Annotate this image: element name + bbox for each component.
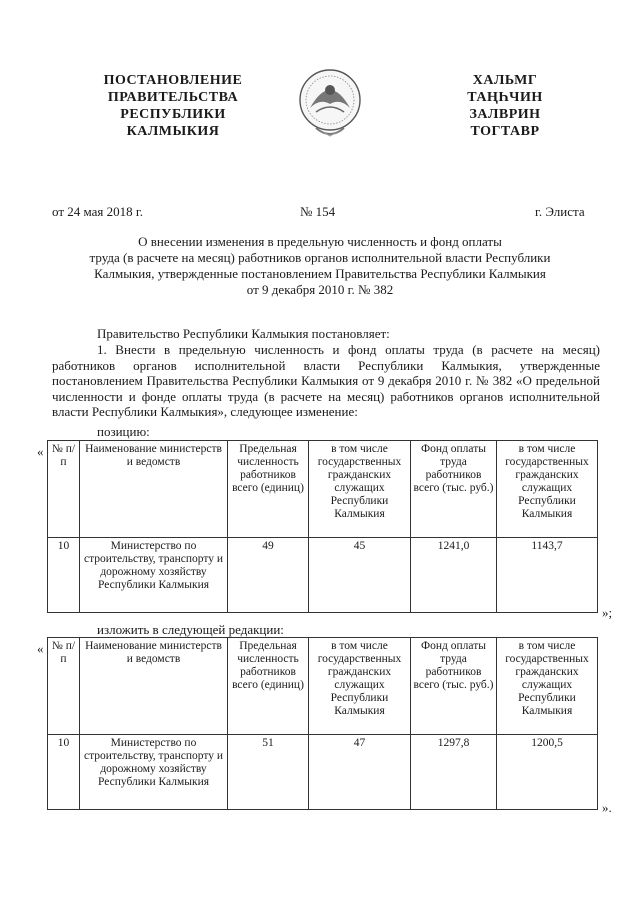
cell-name: Министерство по строительству, транспорту и дорожному хозяйству Республики Калмыкия [80,538,228,613]
quote-open: « [37,444,44,459]
header-civil-fund: в том числе государственных гражданских служащих Республики Калмыкия [497,441,598,538]
header-left [78,72,268,140]
cell-civil-fund: 1143,7 [497,538,598,613]
cell-limit: 49 [228,538,309,613]
cell-limit: 51 [228,735,309,810]
header-right-line: ТОГТАВР [470,124,540,139]
position-label: позицию: [97,424,150,439]
header-right-line: ЗАЛВРИН [469,107,541,122]
decree-line: Правительство Республики Калмыкия постановляет: [97,326,390,341]
coat-of-arms-emblem [296,64,364,144]
document-city: г. Элиста [535,204,585,219]
header-name: Наименование министерств и ведомств [80,638,228,735]
header-limit: Предельная численность работников всего (единиц) [228,638,309,735]
quote-close: »; [602,605,613,620]
header-left-line: ПОСТАНОВЛЕНИЕ [103,73,243,88]
title-line: Калмыкия, утвержденные постановлением Правительства Республики Калмыкия [94,266,546,281]
cell-num: 10 [48,538,80,613]
document-date: от 24 мая 2018 г. [52,204,144,219]
paragraph-1: 1. Внести в предельную численность и фонд оплаты труда (в расчете на месяц) работников органов исполнительной власти Республики Калмыкия, утвержденные постановлением Правительства Республики Калмыкия от 9 декабря 2010 г. № 382 «О предельной численности и фонде оплаты труда (в расчете на месяц) работников органов исполнительной власти Республики Калмыкия», следующее изменение: [52,342,600,419]
header-civil-count: в том числе государственных гражданских служащих Республики Калмыкия [309,638,411,735]
header-fund: Фонд оплаты труда работников всего (тыс. руб.) [411,638,497,735]
cell-civil-fund: 1200,5 [497,735,598,810]
header-num: № п/п [48,441,80,538]
quote-open: « [37,641,44,656]
cell-fund: 1241,0 [411,538,497,613]
title-line: труда (в расчете на месяц) работников органов исполнительной власти Республики [89,250,551,265]
cell-civil-count: 45 [309,538,411,613]
title-line: от 9 декабря 2010 г. № 382 [246,282,394,297]
header-left-line: КАЛМЫКИЯ [126,124,220,139]
cell-fund: 1297,8 [411,735,497,810]
header-limit: Предельная численность работников всего (единиц) [228,441,309,538]
table-header-row [48,441,598,538]
cell-name: Министерство по строительству, транспорту и дорожному хозяйству Республики Калмыкия [80,735,228,810]
header-name: Наименование министерств и ведомств [80,441,228,538]
header-civil-count: в том числе государственных гражданских служащих Республики Калмыкия [309,441,411,538]
header-right [440,72,570,140]
header-right-line: ХАЛЬМГ [472,73,538,88]
header-left-line: ПРАВИТЕЛЬСТВА [107,90,239,105]
header-left-line: РЕСПУБЛИКИ [120,107,226,122]
document-title [40,234,600,298]
table-row [48,735,598,810]
table-new-position [47,637,598,810]
header-right-line: ТАҢҺЧИН [467,90,543,105]
header-fund: Фонд оплаты труда работников всего (тыс. руб.) [411,441,497,538]
replace-label: изложить в следующей редакции: [97,622,284,637]
table-old-position [47,440,598,613]
header-civil-fund: в том числе государственных гражданских служащих Республики Калмыкия [497,638,598,735]
document-number: № 154 [300,204,336,219]
title-line: О внесении изменения в предельную численность и фонд оплаты [138,234,502,249]
cell-num: 10 [48,735,80,810]
table-row [48,538,598,613]
cell-civil-count: 47 [309,735,411,810]
table-header-row [48,638,598,735]
quote-close: ». [602,800,612,815]
header-num: № п/п [48,638,80,735]
